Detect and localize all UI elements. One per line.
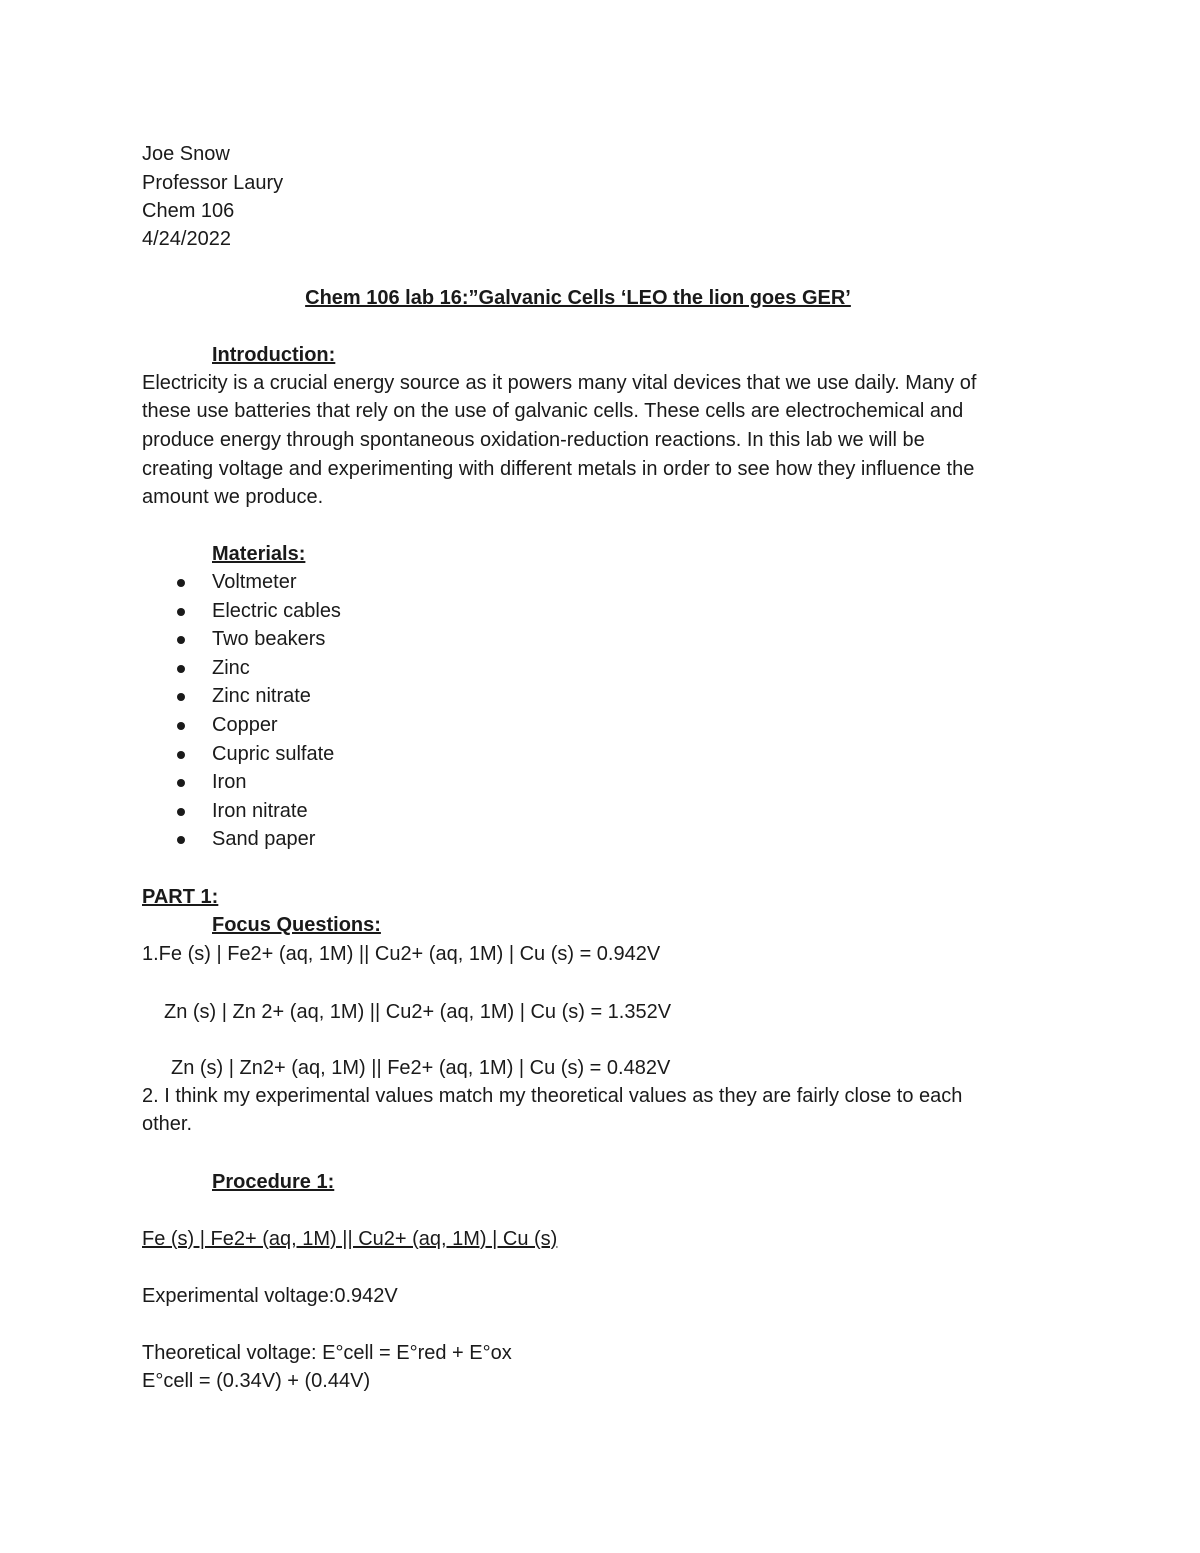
author-name: Joe Snow	[142, 143, 230, 165]
professor-name: Professor Laury	[142, 172, 284, 194]
question-2-line: 2. I think my experimental values match my theoretical values as they are fairly close to each	[142, 1085, 963, 1107]
bullet-icon	[177, 693, 185, 701]
introduction-line: amount we produce.	[142, 486, 324, 508]
bullet-icon	[177, 751, 185, 759]
document-title: Chem 106 lab 16:”Galvanic Cells ‘LEO the lion goes GER’	[305, 287, 851, 309]
bullet-icon	[177, 836, 185, 844]
list-item	[175, 625, 341, 654]
list-item	[175, 597, 341, 626]
bullet-icon	[177, 779, 185, 787]
list-item	[175, 740, 341, 769]
material-label: Copper	[212, 713, 278, 736]
list-item	[175, 711, 341, 740]
theoretical-voltage: Theoretical voltage: E°cell = E°red + E°ox	[142, 1342, 512, 1364]
materials-list	[175, 568, 341, 854]
materials-heading: Materials:	[212, 543, 306, 565]
list-item	[175, 797, 341, 826]
course-name: Chem 106	[142, 200, 235, 222]
introduction-line: creating voltage and experimenting with different metals in order to see how they influence the	[142, 458, 975, 480]
bullet-icon	[177, 808, 185, 816]
list-item	[175, 768, 341, 797]
material-label: Cupric sulfate	[212, 742, 335, 765]
procedure1-heading: Procedure 1:	[212, 1171, 335, 1193]
introduction-line: produce energy through spontaneous oxidation-reduction reactions. In this lab we will be	[142, 429, 925, 451]
experimental-voltage: Experimental voltage:0.942V	[142, 1285, 398, 1307]
question-1-line: Zn (s) | Zn2+ (aq, 1M) || Fe2+ (aq, 1M) | Cu (s) = 0.482V	[171, 1057, 671, 1079]
material-label: Electric cables	[212, 599, 341, 622]
procedure1-cell-notation: Fe (s) | Fe2+ (aq, 1M) || Cu2+ (aq, 1M) | Cu (s)	[142, 1228, 558, 1250]
introduction-heading: Introduction:	[212, 344, 336, 366]
question-1-line: 1.Fe (s) | Fe2+ (aq, 1M) || Cu2+ (aq, 1M) | Cu (s) = 0.942V	[142, 943, 661, 965]
question-2-line: other.	[142, 1113, 193, 1135]
introduction-line: Electricity is a crucial energy source as it powers many vital devices that we use daily. Many of	[142, 372, 977, 394]
bullet-icon	[177, 722, 185, 730]
material-label: Zinc nitrate	[212, 685, 311, 708]
focus-questions-heading: Focus Questions:	[212, 914, 381, 936]
material-label: Iron	[212, 771, 247, 794]
material-label: Sand paper	[212, 828, 316, 851]
list-item	[175, 825, 341, 854]
list-item	[175, 568, 341, 597]
bullet-icon	[177, 608, 185, 616]
introduction-line: these use batteries that rely on the use of galvanic cells. These cells are electrochemical and	[142, 400, 964, 422]
material-label: Iron nitrate	[212, 799, 308, 822]
part1-heading: PART 1:	[142, 886, 219, 908]
material-label: Zinc	[212, 656, 250, 679]
material-label: Two beakers	[212, 628, 326, 651]
list-item	[175, 654, 341, 683]
document-date: 4/24/2022	[142, 228, 231, 250]
ecell-calculation: E°cell = (0.34V) + (0.44V)	[142, 1370, 371, 1392]
list-item	[175, 682, 341, 711]
bullet-icon	[177, 579, 185, 587]
material-label: Voltmeter	[212, 571, 297, 593]
question-1-line: Zn (s) | Zn 2+ (aq, 1M) || Cu2+ (aq, 1M) | Cu (s) = 1.352V	[164, 1001, 672, 1023]
bullet-icon	[177, 636, 185, 644]
bullet-icon	[177, 665, 185, 673]
